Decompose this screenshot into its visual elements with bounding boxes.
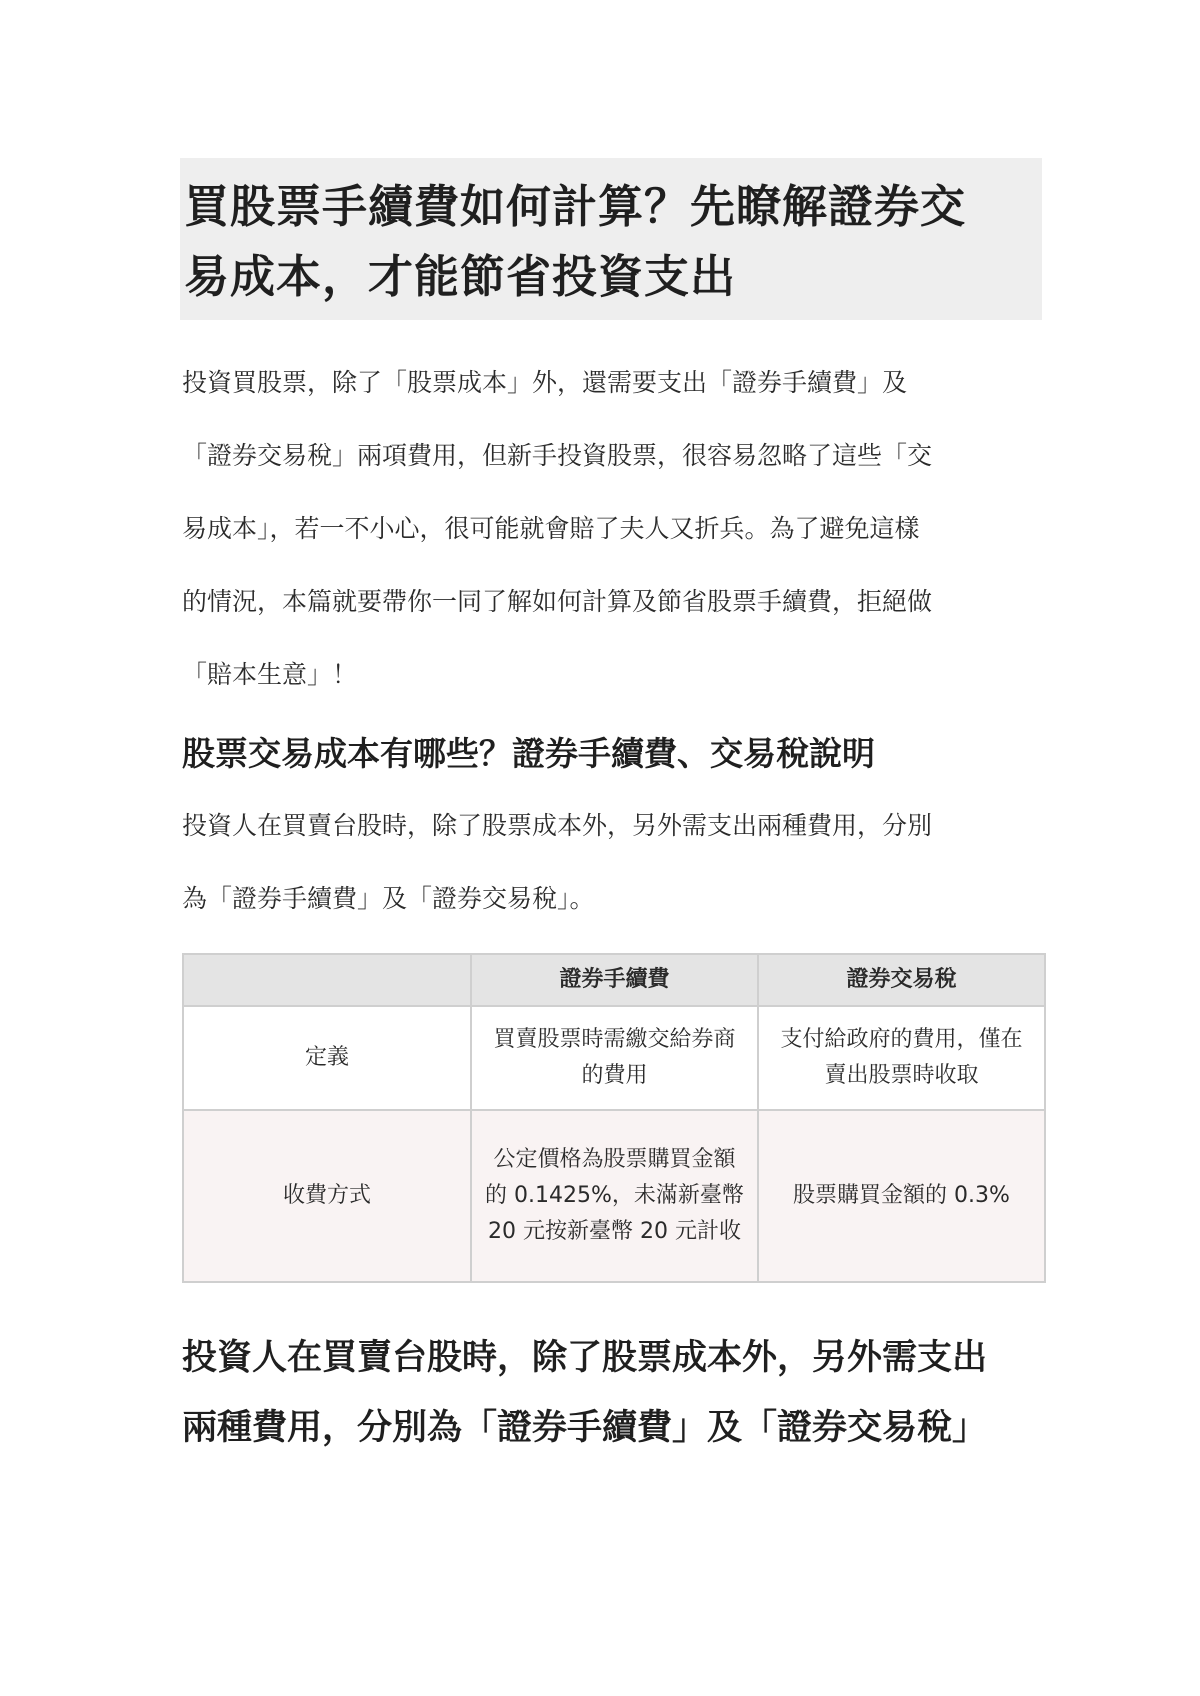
fee-cell: 公定價格為股票購買金額的 0.1425%，未滿新臺幣 20 元按新臺幣 20 元計收 xyxy=(471,1110,758,1282)
article xyxy=(182,158,1044,1463)
intro-line: 「證券交易稅」兩項費用，但新手投資股票，很容易忽略了這些「交 xyxy=(182,441,933,470)
article-title xyxy=(184,172,1030,312)
row-label: 收費方式 xyxy=(183,1110,471,1282)
section-line: 投資人在買賣台股時，除了股票成本外，另外需支出兩種費用，分別 xyxy=(182,811,933,840)
table-row xyxy=(183,1110,1045,1282)
intro-line: 「賠本生意」！ xyxy=(182,660,358,689)
cost-table xyxy=(182,953,1046,1283)
row-label: 定義 xyxy=(183,1006,471,1110)
tax-cell: 支付給政府的費用，僅在賣出股票時收取 xyxy=(758,1006,1045,1110)
header-cell-fee: 證券手續費 xyxy=(471,954,758,1006)
closing-heading-line: 兩種費用，分別為「證券手續費」及「證券交易稅」 xyxy=(182,1408,988,1448)
intro-line: 投資買股票，除了「股票成本」外，還需要支出「證券手續費」及 xyxy=(182,368,908,397)
title-block xyxy=(180,158,1042,320)
section-line: 為「證券手續費」及「證券交易稅」。 xyxy=(182,884,595,913)
intro-paragraph xyxy=(182,346,1028,711)
title-line: 易成本，才能節省投資支出 xyxy=(184,250,737,303)
section-paragraph xyxy=(182,789,1044,935)
closing-heading xyxy=(182,1323,1044,1463)
fee-cell: 買賣股票時需繳交給券商的費用 xyxy=(471,1006,758,1110)
intro-line: 的情況，本篇就要帶你一同了解如何計算及節省股票手續費，拒絕做 xyxy=(182,587,933,616)
header-cell-empty xyxy=(183,954,471,1006)
title-line: 買股票手續費如何計算？先瞭解證券交 xyxy=(184,180,967,233)
tax-cell: 股票購買金額的 0.3% xyxy=(758,1110,1045,1282)
closing-heading-line: 投資人在買賣台股時，除了股票成本外，另外需支出 xyxy=(182,1338,988,1378)
section-heading: 股票交易成本有哪些？證券手續費、交易稅說明 xyxy=(182,734,875,773)
table-header-row xyxy=(183,954,1045,1006)
header-cell-tax: 證券交易稅 xyxy=(758,954,1045,1006)
table-row xyxy=(183,1006,1045,1110)
intro-line: 易成本」，若一不小心，很可能就會賠了夫人又折兵。為了避免這樣 xyxy=(182,514,920,543)
